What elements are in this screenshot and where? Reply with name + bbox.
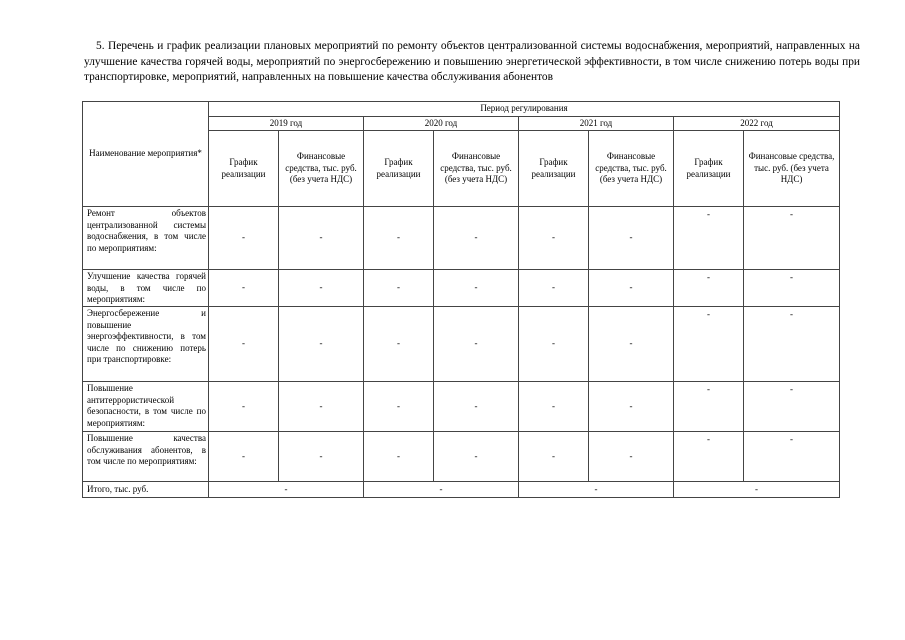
cell-value: - (364, 432, 434, 482)
cell-value: - (364, 270, 434, 307)
header-schedule: График реализации (209, 131, 279, 207)
cell-value: - (519, 382, 589, 432)
cell-value: - (674, 270, 744, 307)
row-name: Энергосбережение и повышение энергоэффективности, в том числе по снижению потерь при транспортировке: (83, 307, 209, 382)
cell-value: - (519, 270, 589, 307)
cell-value: - (364, 307, 434, 382)
cell-value: - (674, 307, 744, 382)
cell-value: - (589, 307, 674, 382)
total-label: Итого, тыс. руб. (83, 482, 209, 498)
row-name: Повышение качества обслуживания абонентов, в том числе по мероприятиям: (83, 432, 209, 482)
cell-value: - (434, 382, 519, 432)
header-schedule: График реализации (364, 131, 434, 207)
cell-value: - (279, 270, 364, 307)
cell-value: - (279, 207, 364, 270)
cell-value: - (519, 307, 589, 382)
header-schedule: График реализации (674, 131, 744, 207)
cell-value: - (279, 432, 364, 482)
header-activity-name-text: Наименование мероприятия* (89, 148, 202, 159)
activities-table (82, 101, 840, 498)
row-name: Повышение антитеррористической безопасности, в том числе по мероприятиям: (83, 382, 209, 432)
cell-value: - (674, 207, 744, 270)
section-intro-paragraph (84, 39, 860, 86)
header-year-2022: 2022 год (674, 117, 840, 131)
header-finance: Финансовые средства, тыс. руб. (без учета НДС) (434, 131, 519, 207)
header-finance: Финансовые средства, тыс. руб. (без учета НДС) (279, 131, 364, 207)
row-name: Ремонт объектов централизованной системы водоснабжения, в том числе по мероприятиям: (83, 207, 209, 270)
cell-value: - (589, 382, 674, 432)
cell-value: - (744, 307, 840, 382)
total-2022: - (674, 482, 840, 498)
cell-value: - (434, 432, 519, 482)
table-row (83, 307, 840, 382)
cell-value: - (279, 307, 364, 382)
total-2020: - (364, 482, 519, 498)
cell-value: - (364, 207, 434, 270)
cell-value: - (434, 307, 519, 382)
cell-value: - (589, 432, 674, 482)
cell-value: - (519, 207, 589, 270)
table-row (83, 207, 840, 270)
cell-value: - (744, 207, 840, 270)
total-2019: - (209, 482, 364, 498)
cell-value: - (209, 432, 279, 482)
cell-value: - (434, 207, 519, 270)
total-row (83, 482, 840, 498)
cell-value: - (744, 432, 840, 482)
intro-text: 5. Перечень и график реализации плановых мероприятий по ремонту объектов централизованной системы водоснабжения, мероприятий, направленных на улучшение качества горячей воды, мероприятий по энергосбережению и повышению энергетической эффективности, в том числе снижению потерь воды при транспортировке, мероприятий, направленных на повышение качества обслуживания абонентов (84, 40, 860, 84)
cell-value: - (434, 270, 519, 307)
cell-value: - (589, 270, 674, 307)
cell-value: - (674, 432, 744, 482)
cell-value: - (519, 432, 589, 482)
cell-value: - (744, 382, 840, 432)
total-2021: - (519, 482, 674, 498)
cell-value: - (209, 382, 279, 432)
cell-value: - (279, 382, 364, 432)
header-period: Период регулирования (209, 102, 840, 117)
header-schedule: График реализации (519, 131, 589, 207)
table-row (83, 382, 840, 432)
header-activity-name (83, 102, 209, 207)
cell-value: - (364, 382, 434, 432)
cell-value: - (674, 382, 744, 432)
cell-value: - (209, 270, 279, 307)
header-year-2019: 2019 год (209, 117, 364, 131)
header-finance: Финансовые средства, тыс. руб. (без учета НДС) (744, 131, 840, 207)
cell-value: - (744, 270, 840, 307)
header-finance: Финансовые средства, тыс. руб. (без учета НДС) (589, 131, 674, 207)
cell-value: - (589, 207, 674, 270)
table-row (83, 432, 840, 482)
header-year-2021: 2021 год (519, 117, 674, 131)
cell-value: - (209, 307, 279, 382)
row-name: Улучшение качества горячей воды, в том числе по мероприятиям: (83, 270, 209, 307)
cell-value: - (209, 207, 279, 270)
header-year-2020: 2020 год (364, 117, 519, 131)
table-row (83, 270, 840, 307)
